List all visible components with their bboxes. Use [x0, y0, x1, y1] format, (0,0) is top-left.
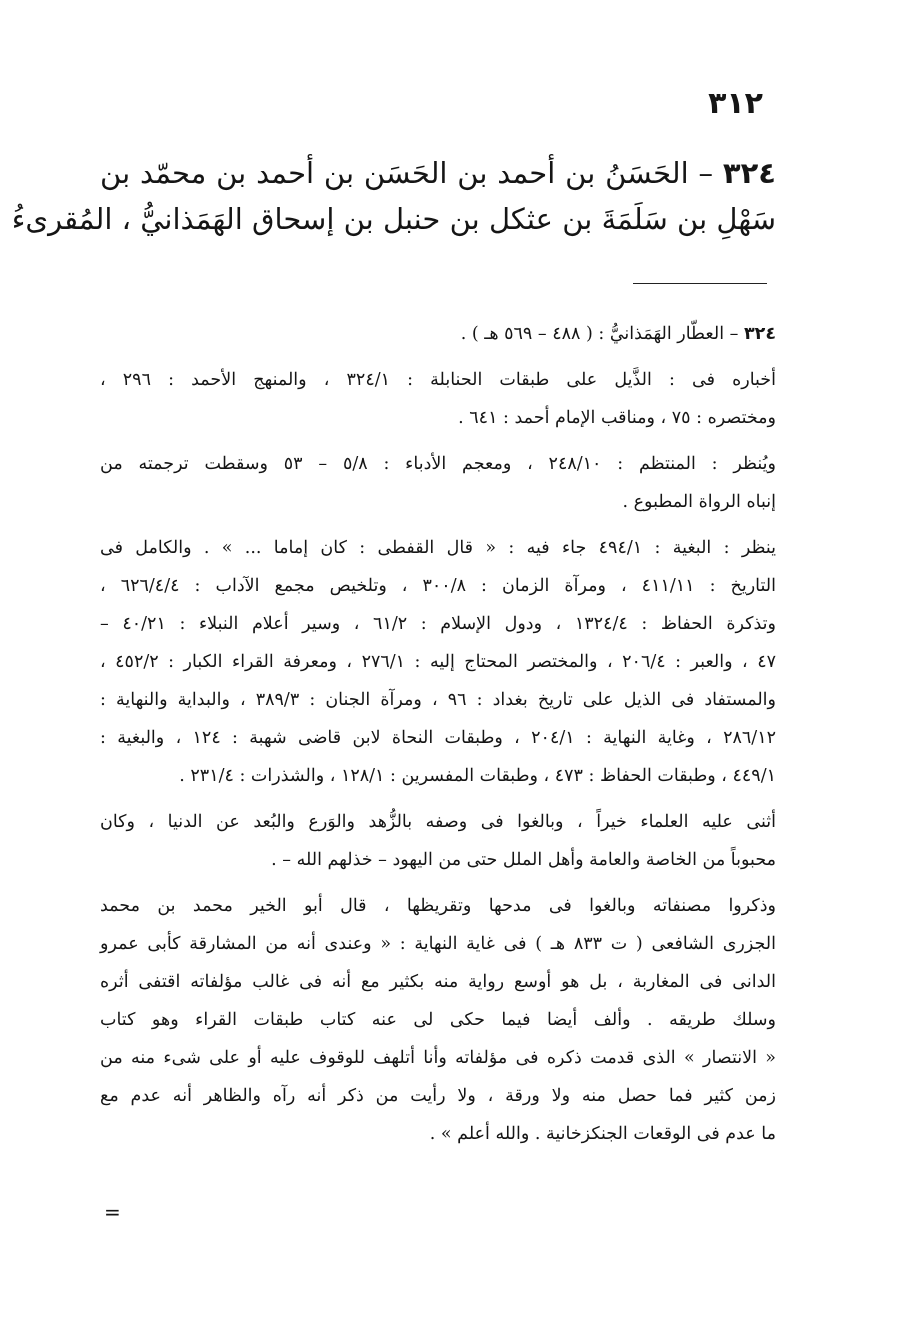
footnote-text: ما عدم فى الوقعات الجنكزخانية . والله أعلم » .	[429, 1124, 776, 1144]
footnote-paragraph	[100, 315, 776, 353]
end-mark: =	[104, 1200, 121, 1224]
footnote-text: وسلك طريقه . وألف أيضا فيما حكى لى عنه كتاب طبقات القراء وهو كتاب	[100, 1010, 776, 1030]
footnote-text: ٢٨٦/١٢ ، وغاية النهاية : ٢٠٤/١ ، وطبقات النحاة لابن قاضى شهبة : ١٢٤ ، والبغية :	[100, 728, 776, 748]
footnote-number: ٣٢٤	[743, 324, 776, 344]
footnote-text: ومختصره : ٧٥ ، ومناقب الإمام أحمد : ٦٤١ .	[458, 408, 776, 428]
footnote-text: إنباه الرواة المطبوع .	[622, 492, 776, 512]
footnote-line	[100, 887, 776, 925]
footnote-text: ٤٧ ، والعبر : ٢٠٦/٤ ، والمختصر المحتاج إليه : ٢٧٦/١ ، ومعرفة القراء الكبار : ٤٥٢/٢ ،	[100, 652, 777, 672]
footnote-line	[100, 1039, 776, 1077]
footnote-text: وتذكرة الحفاظ : ١٣٢٤/٤ ، ودول الإسلام : ٦١/٢ ، وسير أعلام النبلاء : ٤٠/٢١ –	[100, 614, 776, 634]
footnote-line	[100, 841, 776, 879]
footnote-text: ويُنظر : المنتظم : ٢٤٨/١٠ ، ومعجم الأدباء : ٥/٨ – ٥٣ وسقطت ترجمته من	[100, 454, 776, 474]
footnote-line	[100, 1115, 776, 1153]
footnote-text: ٤٤٩/١ ، وطبقات الحفاظ : ٤٧٣ ، وطبقات المفسرين : ١٢٨/١ ، والشذرات : ٢٣١/٤ .	[179, 766, 776, 786]
footnote-line	[100, 605, 776, 643]
footnote-line	[100, 1001, 776, 1039]
entry-heading	[11, 150, 776, 242]
footnote-line	[100, 925, 776, 963]
heading-line-1	[100, 150, 776, 196]
footnote-text: محبوباً من الخاصة والعامة وأهل الملل حتى من اليهود – خذلهم الله – .	[271, 850, 776, 870]
footnote-text: والمستفاد فى الذيل على تاريخ بغداد : ٩٦ ، ومرآة الجنان : ٣٨٩/٣ ، والبداية والنهاية :	[100, 690, 776, 710]
footnote-line	[100, 1077, 776, 1115]
footnote-line	[100, 757, 776, 795]
footnotes	[100, 315, 776, 1161]
footnote-paragraph	[100, 803, 776, 879]
footnote-line	[100, 361, 776, 399]
footnote-line	[100, 719, 776, 757]
footnote-text: أثنى عليه العلماء خيراً ، وبالغوا فى وصفه بالزُّهد والوَرع والبُعد عن الدنيا ، وكان	[100, 812, 776, 832]
footnote-line	[100, 567, 776, 605]
footnote-text: أخباره فى : الذَّيل على طبقات الحنابلة : ٣٢٤/١ ، والمنهج الأحمد : ٢٩٦ ،	[100, 370, 776, 390]
heading-line-2: سَهْلِ بن سَلَمَةَ بن عثكل بن حنبل بن إسحاق الهَمَذانيُّ ، المُقرىءُ	[11, 202, 776, 236]
footnote-text: وذكروا مصنفاته وبالغوا فى مدحها وتقريظها ، قال أبو الخير محمد بن محمد	[100, 896, 776, 916]
footnote-text: الجزرى الشافعى ( ت ٨٣٣ هـ ) فى غاية النهاية : « وعندى أنه من المشارقة كأبى عمرو	[100, 934, 776, 954]
footnote-line	[100, 643, 776, 681]
footnote-line	[100, 315, 776, 353]
footnote-text: – العطّار الهَمَذانيُّ : ( ٤٨٨ – ٥٦٩ هـ ) .	[460, 324, 739, 344]
page-number: ٣١٢	[708, 86, 763, 121]
footnote-text: زمن كثير فما حصل منه ولا ورقة ، ولا رأيت من ذكر أنه رآه والظاهر أنه عدم مع	[100, 1086, 776, 1106]
footnote-paragraph	[100, 445, 776, 521]
footnote-line	[100, 963, 776, 1001]
footnote-line	[100, 483, 776, 521]
footnote-line	[100, 681, 776, 719]
footnote-line	[100, 399, 776, 437]
footnote-text: الدانى فى المغاربة ، بل هو أوسع رواية منه بكثير مع أنه فى غالب مؤلفاته اقتفى أثره	[100, 972, 776, 992]
footnote-paragraph	[100, 887, 776, 1153]
footnote-line	[100, 445, 776, 483]
footnote-paragraph	[100, 529, 776, 795]
footnote-separator	[633, 283, 767, 284]
entry-number: ٣٢٤	[722, 156, 776, 190]
footnote-text: « الانتصار » الذى قدمت ذكره فى مؤلفاته وأنا أتلهف للوقوف عليه أو على شىء منه من	[100, 1048, 776, 1068]
footnote-line	[100, 803, 776, 841]
footnote-paragraph	[100, 361, 776, 437]
footnote-text: ينظر : البغية : ٤٩٤/١ جاء فيه : « قال القفطى : كان إماما ... » . والكامل فى	[100, 538, 776, 558]
footnote-text: التاريخ : ٤١١/١١ ، ومرآة الزمان : ٣٠٠/٨ ، وتلخيص مجمع الآداب : ٦٢٦/٤/٤ ،	[100, 576, 776, 596]
footnote-line	[100, 529, 776, 567]
heading-line-1-text: – الحَسَنُ بن أحمد بن الحَسَن بن أحمد بن محمّد بن	[100, 156, 714, 190]
